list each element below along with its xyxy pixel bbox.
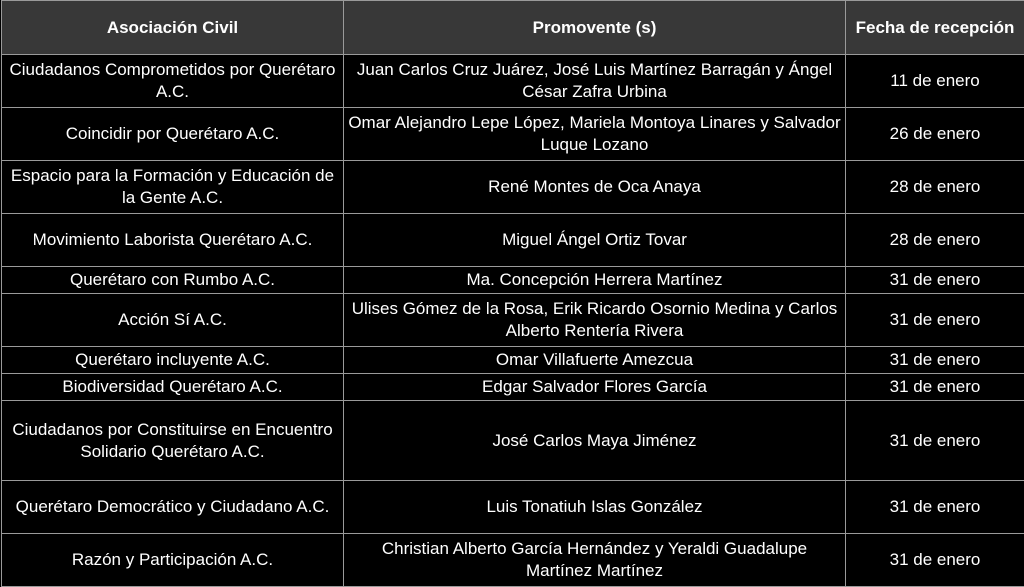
cell-promovente: Ulises Gómez de la Rosa, Erik Ricardo Osornio Medina y Carlos Alberto Rentería Rivera	[344, 294, 846, 347]
cell-promovente: Juan Carlos Cruz Juárez, José Luis Martínez Barragán y Ángel César Zafra Urbina	[344, 55, 846, 108]
table-row	[2, 267, 1024, 294]
cell-promovente: René Montes de Oca Anaya	[344, 161, 846, 214]
cell-asociacion: Querétaro con Rumbo A.C.	[2, 267, 344, 294]
cell-promovente: Omar Alejandro Lepe López, Mariela Montoya Linares y Salvador Luque Lozano	[344, 108, 846, 161]
cell-promovente: Ma. Concepción Herrera Martínez	[344, 267, 846, 294]
cell-fecha: 31 de enero	[846, 267, 1024, 294]
cell-fecha: 28 de enero	[846, 214, 1024, 267]
cell-asociacion: Coincidir por Querétaro A.C.	[2, 108, 344, 161]
cell-fecha: 28 de enero	[846, 161, 1024, 214]
cell-asociacion: Movimiento Laborista Querétaro A.C.	[2, 214, 344, 267]
cell-asociacion: Ciudadanos por Constituirse en Encuentro Solidario Querétaro A.C.	[2, 401, 344, 481]
table-row	[2, 347, 1024, 374]
header-row	[2, 1, 1024, 55]
table-row	[2, 294, 1024, 347]
cell-asociacion: Razón y Participación A.C.	[2, 534, 344, 587]
cell-promovente: Miguel Ángel Ortiz Tovar	[344, 214, 846, 267]
cell-promovente: Luis Tonatiuh Islas González	[344, 481, 846, 534]
header-promovente: Promovente (s)	[344, 1, 846, 55]
cell-fecha: 31 de enero	[846, 534, 1024, 587]
table-row	[2, 55, 1024, 108]
cell-asociacion: Acción Sí A.C.	[2, 294, 344, 347]
header-asociacion: Asociación Civil	[2, 1, 344, 55]
cell-asociacion: Biodiversidad Querétaro A.C.	[2, 374, 344, 401]
table-row	[2, 161, 1024, 214]
table-row	[2, 481, 1024, 534]
cell-fecha: 31 de enero	[846, 374, 1024, 401]
table-row	[2, 214, 1024, 267]
cell-fecha: 31 de enero	[846, 294, 1024, 347]
cell-promovente: Christian Alberto García Hernández y Yeraldi Guadalupe Martínez Martínez	[344, 534, 846, 587]
table-header	[2, 1, 1024, 55]
header-fecha: Fecha de recepción	[846, 1, 1024, 55]
cell-fecha: 26 de enero	[846, 108, 1024, 161]
cell-promovente: José Carlos Maya Jiménez	[344, 401, 846, 481]
cell-fecha: 11 de enero	[846, 55, 1024, 108]
table-row	[2, 401, 1024, 481]
associations-table	[1, 0, 1024, 587]
cell-asociacion: Querétaro Democrático y Ciudadano A.C.	[2, 481, 344, 534]
cell-asociacion: Espacio para la Formación y Educación de la Gente A.C.	[2, 161, 344, 214]
cell-fecha: 31 de enero	[846, 481, 1024, 534]
table-row	[2, 374, 1024, 401]
cell-fecha: 31 de enero	[846, 347, 1024, 374]
cell-promovente: Edgar Salvador Flores García	[344, 374, 846, 401]
cell-fecha: 31 de enero	[846, 401, 1024, 481]
table-body	[2, 55, 1024, 587]
cell-asociacion: Ciudadanos Comprometidos por Querétaro A.C.	[2, 55, 344, 108]
table-row	[2, 534, 1024, 587]
cell-asociacion: Querétaro incluyente A.C.	[2, 347, 344, 374]
cell-promovente: Omar Villafuerte Amezcua	[344, 347, 846, 374]
table-row	[2, 108, 1024, 161]
